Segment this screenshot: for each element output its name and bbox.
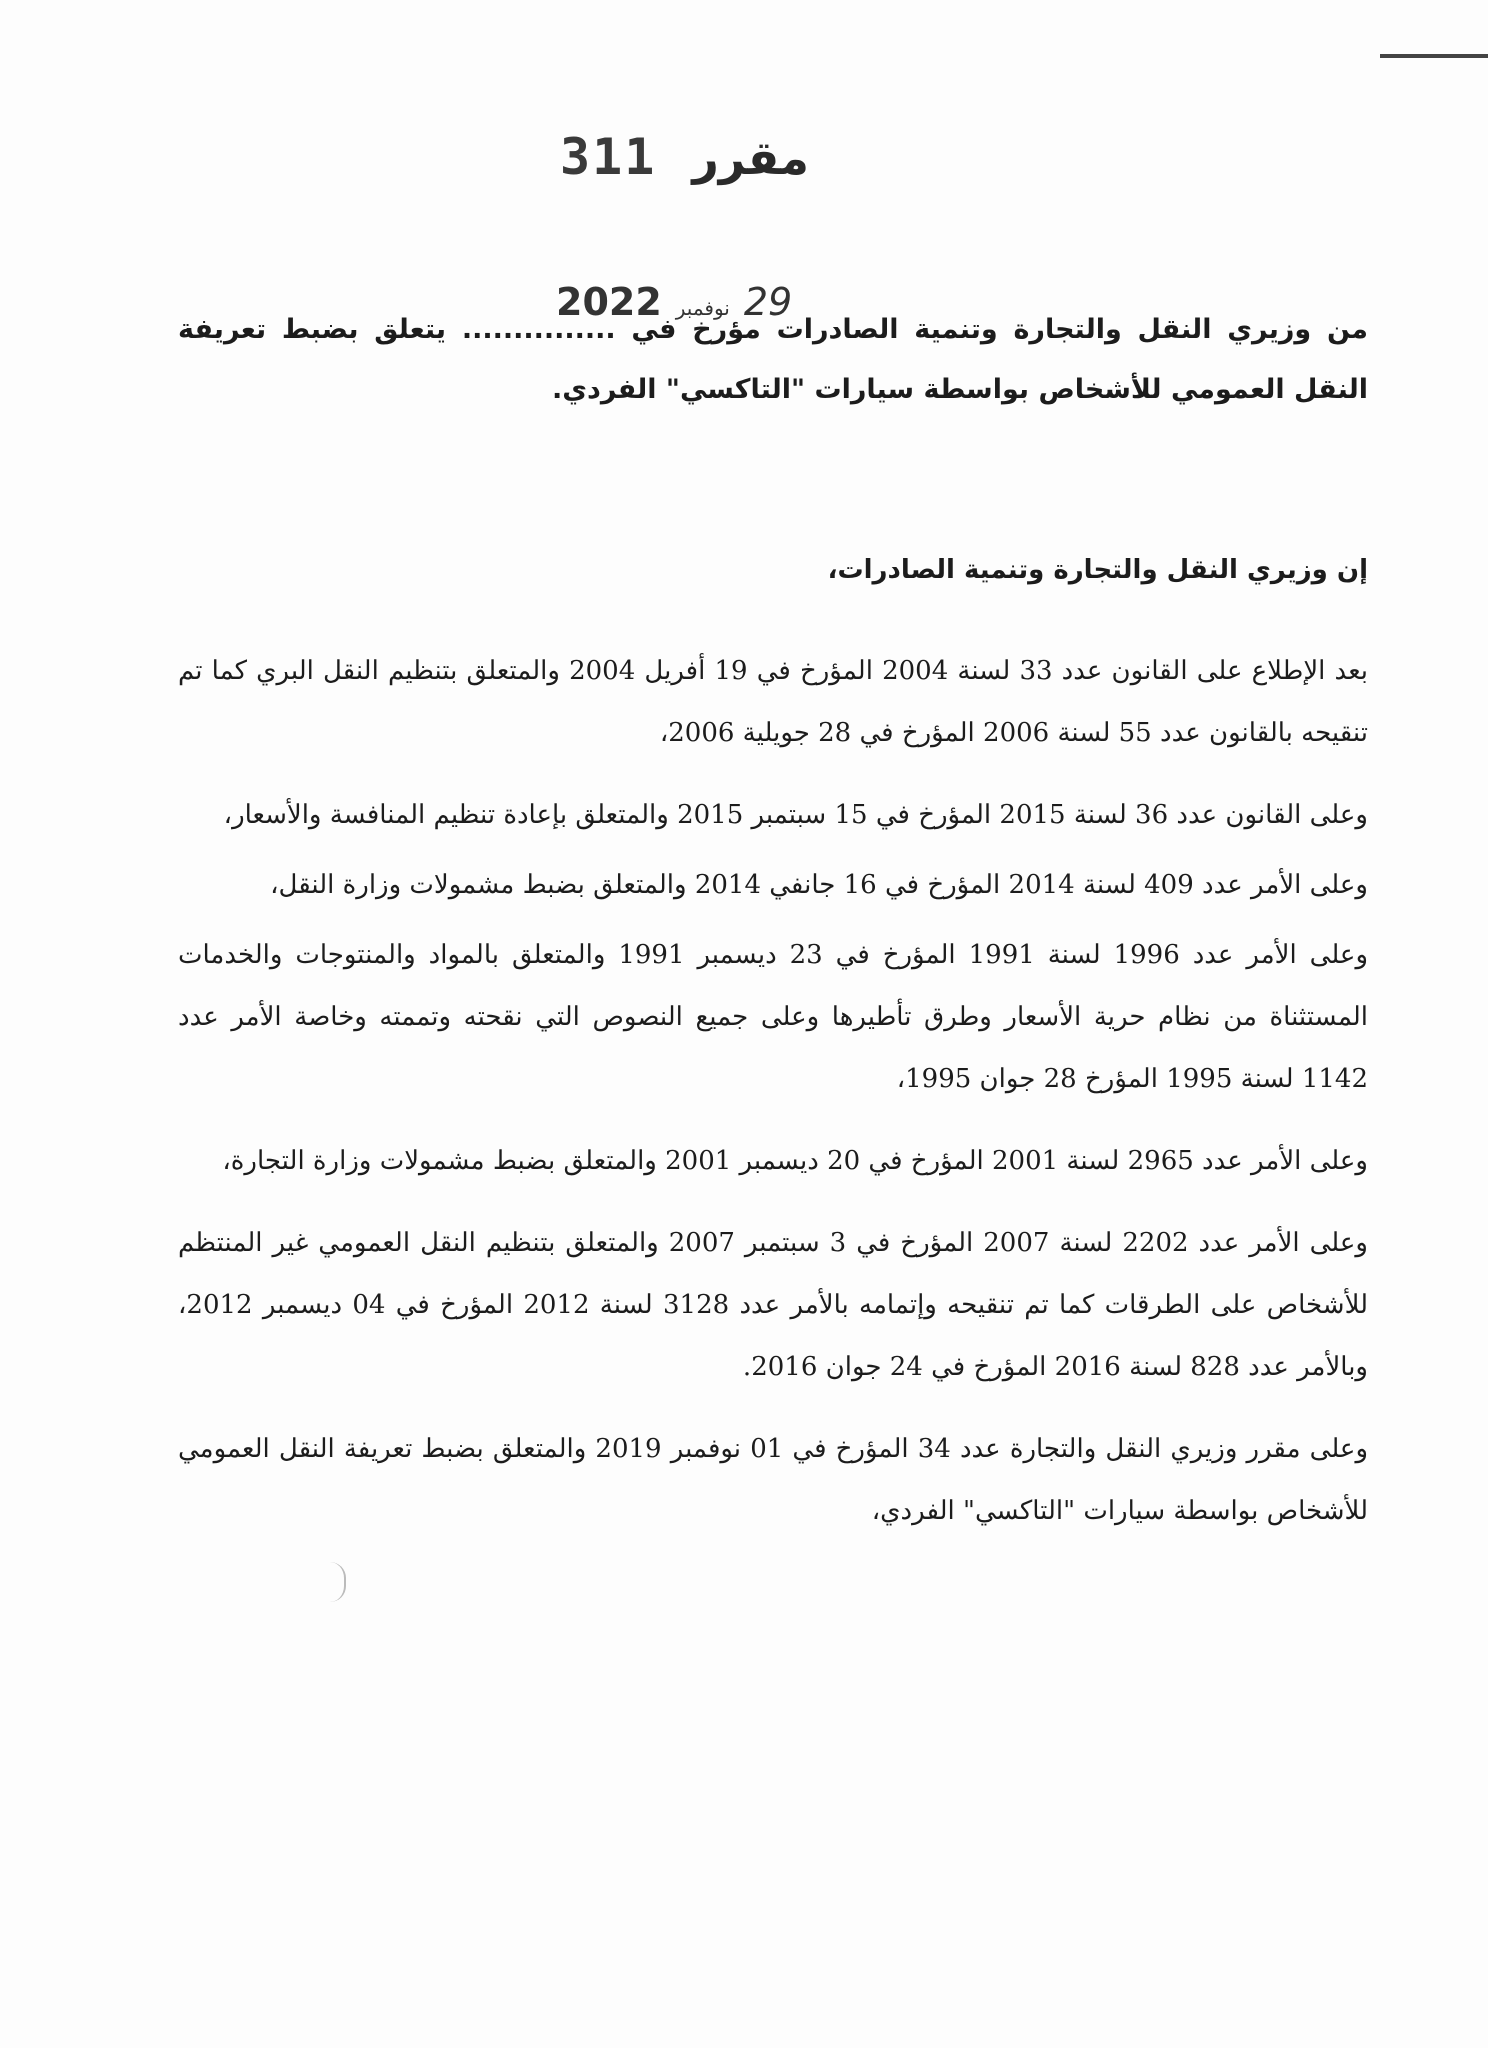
document-body	[178, 300, 1368, 1542]
decree-title	[560, 128, 809, 186]
decree-number: 311	[560, 128, 657, 186]
preamble-paragraph: بعد الإطلاع على القانون عدد 33 لسنة 2004 المؤرخ في 19 أفريل 2004 والمتعلق بتنظيم النقل البري كما تم تنقيحه بالقانون عدد 55 لسنة 2006 المؤرخ في 28 جويلية 2006،	[178, 656, 1368, 748]
preamble-paragraph: وعلى الأمر عدد 1996 لسنة 1991 المؤرخ في 23 ديسمبر 1991 والمتعلق بالمواد والمنتوجات والخدمات المستثناة من نظام حرية الأسعار وطرق تأطيرها وعلى جميع النصوص التي نقحته وتممته وخاصة الأمر عدد 1142 لسنة 1995 المؤرخ 28 جوان 1995،	[178, 940, 1368, 1094]
preamble-paragraph: وعلى القانون عدد 36 لسنة 2015 المؤرخ في 15 سبتمبر 2015 والمتعلق بإعادة تنظيم المنافسة والأسعار،	[223, 800, 1368, 830]
pen-mark	[330, 1562, 346, 1602]
stamp-month: نوفمبر	[675, 296, 730, 320]
ministers-line: إن وزيري النقل والتجارة وتنمية الصادرات،	[827, 555, 1368, 585]
preamble-paragraph: وعلى الأمر عدد 2965 لسنة 2001 المؤرخ في 20 ديسمبر 2001 والمتعلق بضبط مشمولات وزارة التجارة،	[222, 1146, 1368, 1176]
preamble-paragraph: وعلى مقرر وزيري النقل والتجارة عدد 34 المؤرخ في 01 نوفمبر 2019 والمتعلق بضبط تعريفة النقل العمومي للأشخاص بواسطة سيارات "التاكسي" الفردي،	[178, 1434, 1368, 1526]
stamp-day: 29	[743, 280, 793, 324]
decree-word: مقرر	[692, 131, 809, 185]
stamp-year: 2022	[556, 280, 662, 324]
preamble-paragraph: وعلى الأمر عدد 2202 لسنة 2007 المؤرخ في 3 سبتمبر 2007 والمتعلق بتنظيم النقل العمومي غير المنتظم للأشخاص على الطرقات كما تم تنقيحه وإتمامه بالأمر عدد 3128 لسنة 2012 المؤرخ في 04 ديسمبر 2012، وبالأمر عدد 828 لسنة 2016 المؤرخ في 24 جوان 2016.	[178, 1228, 1368, 1382]
preamble-paragraph: وعلى الأمر عدد 409 لسنة 2014 المؤرخ في 16 جانفي 2014 والمتعلق بضبط مشمولات وزارة النقل،	[270, 870, 1368, 900]
top-edge-mark	[1380, 54, 1488, 58]
subject-line: من وزيري النقل والتجارة وتنمية الصادرات مؤرخ في ............... يتعلق بضبط تعريفة النقل العمومي للأشخاص بواسطة سيارات "التاكسي" الفردي.	[178, 314, 1368, 405]
